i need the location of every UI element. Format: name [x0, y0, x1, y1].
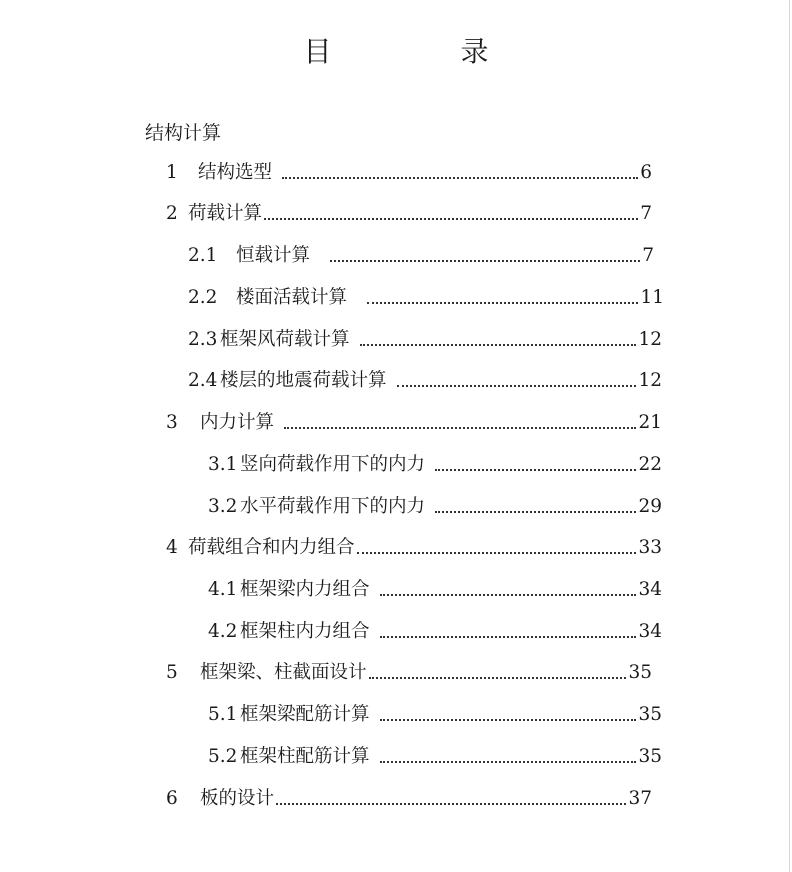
toc-leader-dots: [397, 373, 637, 387]
toc-leader-dots: [380, 624, 637, 638]
toc-title: 框架梁、柱截面设计: [200, 662, 367, 683]
toc-entry[interactable]: [166, 408, 662, 436]
toc-number: 5: [166, 662, 178, 683]
toc-title: 框架柱内力组合: [240, 621, 370, 642]
toc-page-number: 6: [640, 162, 652, 183]
toc-page-number: 33: [638, 537, 662, 558]
toc-entry[interactable]: [208, 450, 662, 478]
toc-number: 2.3: [188, 329, 218, 350]
toc-title: 荷载计算: [188, 203, 263, 224]
toc-entry[interactable]: [208, 575, 662, 603]
toc-number: 2.1: [188, 245, 218, 266]
toc-entry[interactable]: [166, 533, 662, 561]
toc-leader-dots: [367, 290, 638, 304]
page-title: 目 录: [303, 35, 549, 68]
toc-entry[interactable]: [188, 325, 662, 353]
toc-page-number: 7: [642, 245, 654, 266]
toc-page-number: 35: [638, 704, 662, 725]
toc-page-number: 35: [628, 662, 652, 683]
toc-title: 框架柱配筋计算: [240, 746, 370, 767]
toc-entry[interactable]: [208, 617, 662, 645]
toc-leader-dots: [435, 499, 636, 513]
toc-title: 框架梁配筋计算: [240, 704, 370, 725]
toc-number: 6: [166, 788, 178, 809]
toc-number: 2.4: [188, 370, 218, 391]
section-heading: 结构计算: [145, 122, 222, 144]
toc-number: 1: [166, 162, 178, 183]
toc-page-number: 34: [638, 579, 662, 600]
toc-number: 4.1: [208, 579, 238, 600]
toc-leader-dots: [284, 415, 636, 429]
toc-entry[interactable]: [188, 366, 662, 394]
toc-page-number: 7: [640, 203, 652, 224]
toc-number: 3.1: [208, 454, 238, 475]
toc-title: 水平荷载作用下的内力: [240, 496, 426, 517]
toc-number: 2: [166, 203, 178, 224]
toc-page-number: 29: [638, 496, 662, 517]
toc-number: 2.2: [188, 287, 218, 308]
toc-entry[interactable]: [208, 700, 662, 728]
toc-leader-dots: [435, 457, 636, 471]
toc-entry[interactable]: [166, 158, 652, 186]
toc-number: 3: [166, 412, 178, 433]
toc-leader-dots: [282, 165, 638, 179]
toc-leader-dots: [330, 248, 640, 262]
toc-entry[interactable]: [208, 492, 662, 520]
toc-title: 楼面活载计算: [236, 287, 348, 308]
page-edge: [789, 0, 790, 872]
toc-leader-dots: [380, 582, 637, 596]
toc-leader-dots: [276, 791, 626, 805]
toc-page-number: 37: [628, 788, 652, 809]
toc-leader-dots: [264, 206, 638, 220]
toc-number: 5.1: [208, 704, 238, 725]
toc-title: 荷载组合和内力组合: [188, 537, 355, 558]
toc-entry[interactable]: [166, 784, 652, 812]
toc-number: 3.2: [208, 496, 238, 517]
toc-number: 5.2: [208, 746, 238, 767]
toc-page-number: 11: [640, 287, 664, 308]
toc-title: 框架梁内力组合: [240, 579, 370, 600]
toc-page-number: 12: [638, 370, 662, 391]
toc-page-number: 35: [638, 746, 662, 767]
toc-entry[interactable]: [188, 283, 664, 311]
toc-page-number: 22: [638, 454, 662, 475]
toc-leader-dots: [360, 332, 637, 346]
toc-entry[interactable]: [166, 199, 652, 227]
toc-leader-dots: [357, 540, 637, 554]
toc-entry[interactable]: [166, 658, 652, 686]
toc-page-number: 12: [638, 329, 662, 350]
toc-leader-dots: [380, 707, 637, 721]
toc-leader-dots: [369, 665, 627, 679]
toc-title: 楼层的地震荷载计算: [220, 370, 387, 391]
toc-title: 框架风荷载计算: [220, 329, 350, 350]
toc-title: 结构选型: [198, 162, 273, 183]
toc-entry[interactable]: [208, 742, 662, 770]
toc-number: 4.2: [208, 621, 238, 642]
toc-title: 板的设计: [200, 788, 275, 809]
toc-title: 竖向荷载作用下的内力: [240, 454, 426, 475]
toc-title: 内力计算: [200, 412, 275, 433]
toc-page-number: 34: [638, 621, 662, 642]
toc-entry[interactable]: [188, 241, 654, 269]
toc-title: 恒载计算: [236, 245, 311, 266]
toc-number: 4: [166, 537, 178, 558]
toc-page-number: 21: [638, 412, 662, 433]
toc-leader-dots: [380, 749, 637, 763]
